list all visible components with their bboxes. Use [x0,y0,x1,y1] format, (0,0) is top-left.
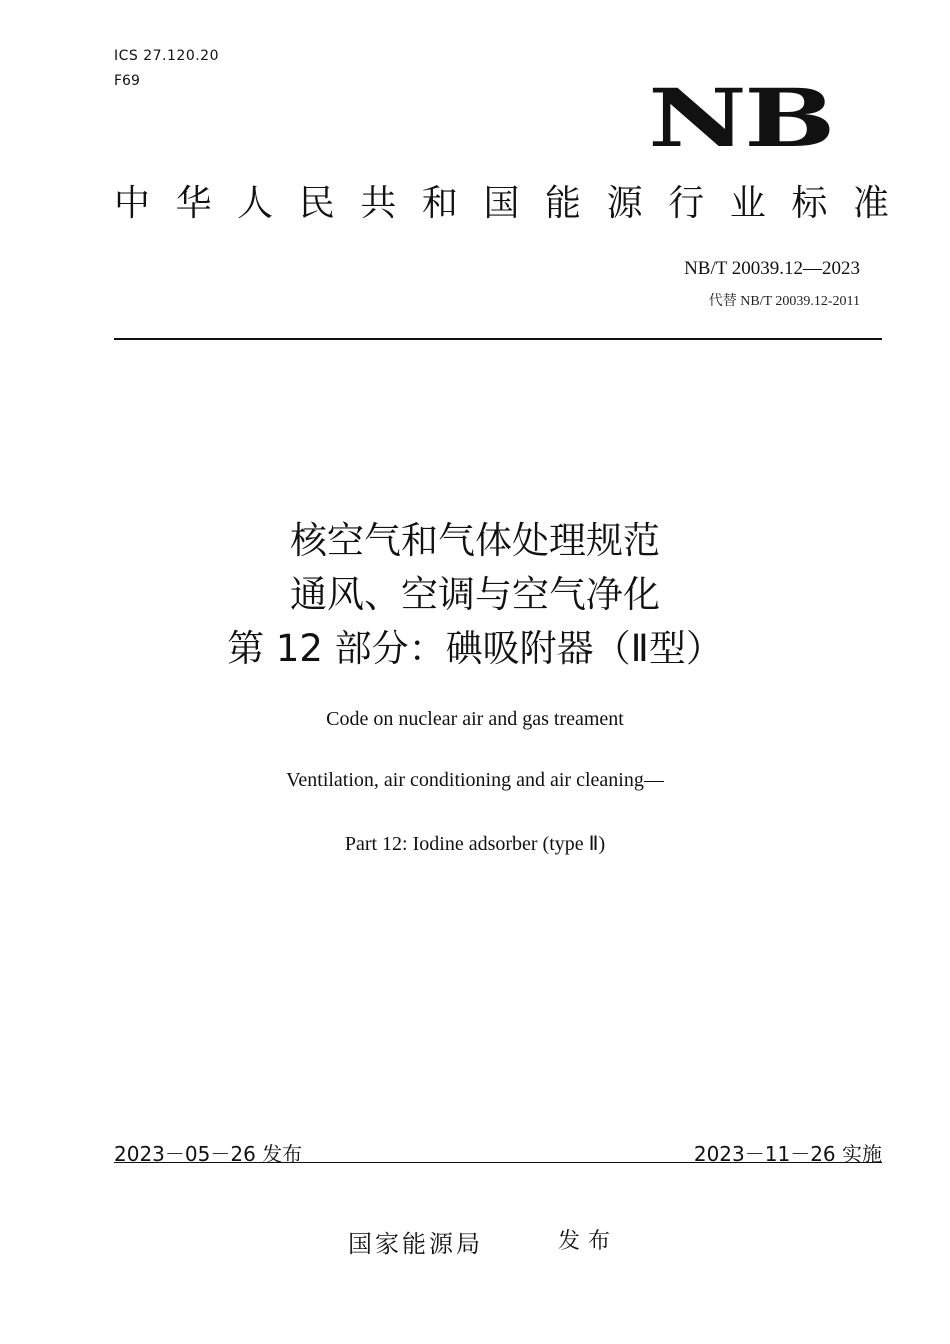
organization-char: 共 [360,183,397,224]
publish-date: 2023－05－26 发布 [114,1142,303,1166]
ics-code: ICS 27.120.20 [114,48,219,64]
title-cn-line1: 核空气和气体处理规范 [290,519,660,562]
bottom-divider [114,1162,882,1163]
organization-char: 和 [421,183,458,224]
title-en-line3: Part 12: Iodine adsorber (type Ⅱ) [344,833,606,855]
implement-date: 2023－11－26 实施 [693,1142,882,1166]
organization-char: 人 [237,183,274,224]
organization-char: 华 [175,183,212,224]
replaces-code: 代替 NB/T 20039.12-2011 [708,294,860,309]
title-en-line2: Ventilation, air conditioning and air cleaning— [286,769,664,791]
organization-char: 民 [298,183,335,224]
organization-char: 源 [606,183,643,224]
issue-label: 发布 [558,1229,619,1254]
classification-code: F69 [114,73,140,89]
issuer-name: 国家能源局 [348,1230,483,1258]
title-cn-line2: 通风、空调与空气净化 [290,573,660,616]
title-en-line1: Code on nuclear air and gas treament [326,708,624,730]
organization-char: 准 [852,183,889,224]
title-cn-line3: 第 12 部分：碘吸附器（Ⅱ型） [227,627,723,670]
organization-char: 行 [668,183,705,224]
organization-char: 能 [545,183,582,224]
nb-logo: NB [648,71,833,165]
top-divider [114,338,882,340]
standard-code: NB/T 20039.12—2023 [684,258,860,279]
organization-char: 中 [114,183,151,224]
organization-char: 业 [729,183,766,224]
organization-char: 标 [791,183,828,224]
organization-title [114,183,889,224]
organization-char: 国 [483,183,520,224]
